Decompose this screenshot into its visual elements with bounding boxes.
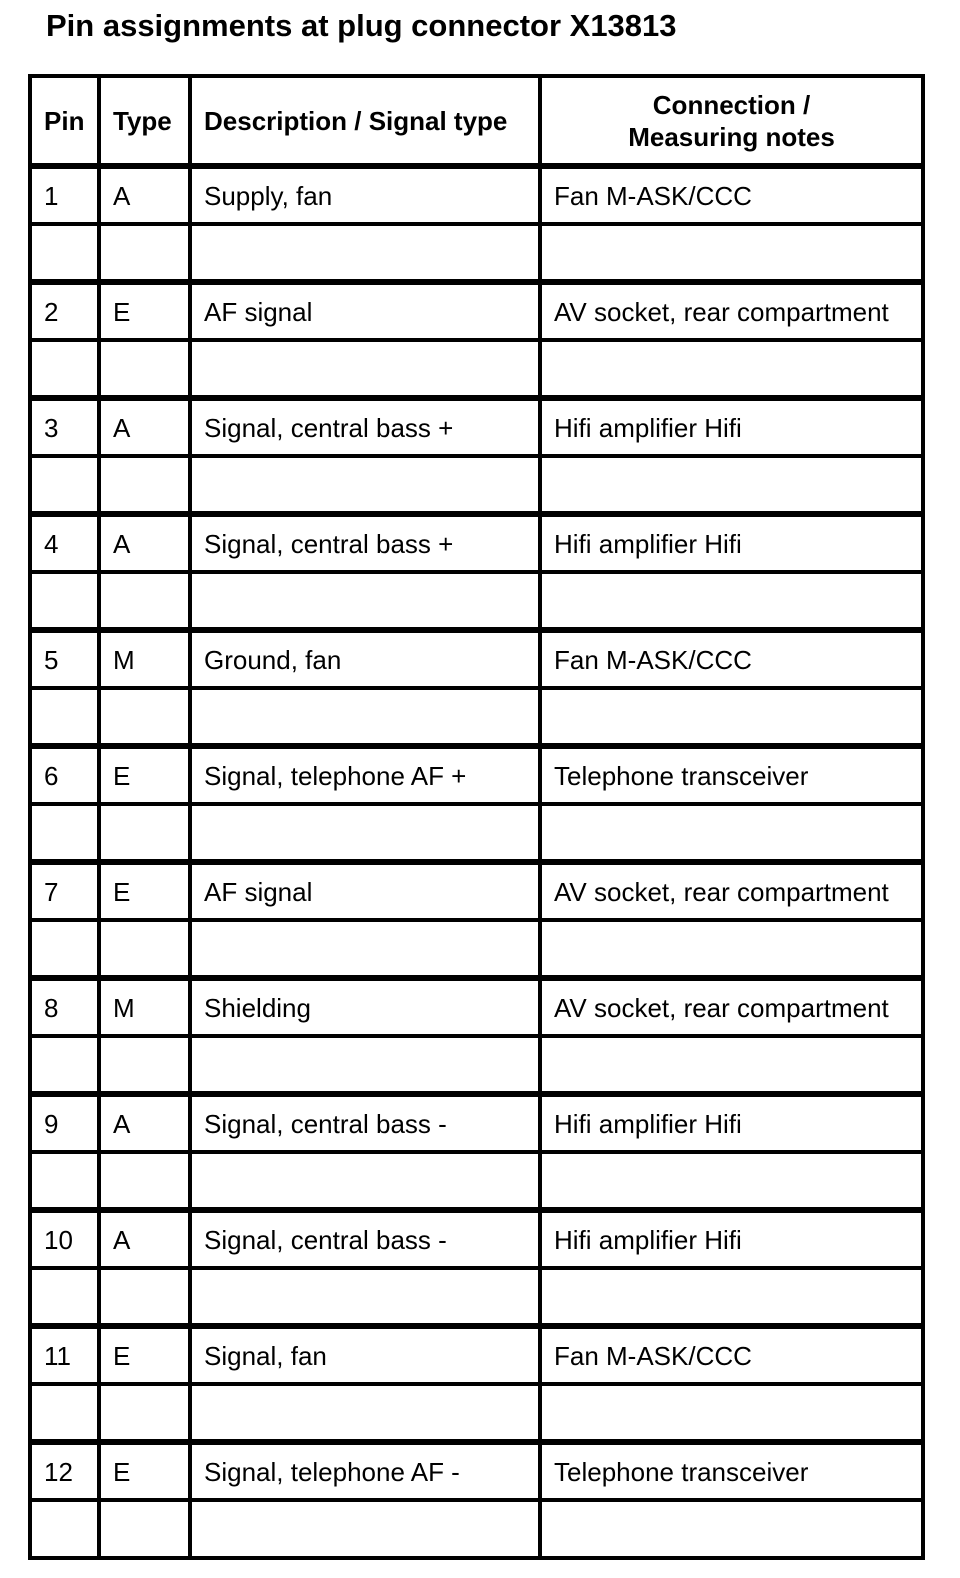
cell-pin: 7 [30, 862, 99, 920]
cell-type: E [99, 1326, 190, 1384]
cell-type: M [99, 630, 190, 688]
column-header-connection [540, 76, 923, 166]
empty-cell [190, 1152, 540, 1210]
cell-connection: Fan M-ASK/CCC [540, 166, 923, 224]
table-body [30, 166, 923, 1558]
table-row [30, 1326, 923, 1384]
page-title: Pin assignments at plug connector X13813 [46, 8, 677, 43]
empty-cell [190, 920, 540, 978]
blank-row [30, 572, 923, 630]
blank-row [30, 224, 923, 282]
cell-connection: Hifi amplifier Hifi [540, 398, 923, 456]
empty-cell [540, 1036, 923, 1094]
cell-pin: 11 [30, 1326, 99, 1384]
cell-description: AF signal [190, 282, 540, 340]
blank-row [30, 1384, 923, 1442]
cell-pin: 10 [30, 1210, 99, 1268]
empty-cell [30, 224, 99, 282]
empty-cell [30, 572, 99, 630]
empty-cell [99, 1268, 190, 1326]
empty-cell [30, 1500, 99, 1558]
empty-cell [190, 804, 540, 862]
empty-cell [540, 1152, 923, 1210]
cell-description: Signal, central bass - [190, 1210, 540, 1268]
cell-pin: 1 [30, 166, 99, 224]
cell-type: A [99, 1210, 190, 1268]
blank-row [30, 1036, 923, 1094]
cell-description: Signal, central bass + [190, 398, 540, 456]
empty-cell [30, 804, 99, 862]
empty-cell [99, 1500, 190, 1558]
blank-row [30, 1268, 923, 1326]
table-row [30, 1442, 923, 1500]
empty-cell [99, 572, 190, 630]
cell-description: Signal, central bass - [190, 1094, 540, 1152]
column-header-connection-line2: Measuring notes [628, 121, 835, 152]
empty-cell [99, 688, 190, 746]
empty-cell [190, 572, 540, 630]
empty-cell [190, 1268, 540, 1326]
cell-description: Signal, fan [190, 1326, 540, 1384]
blank-row [30, 1152, 923, 1210]
empty-cell [30, 456, 99, 514]
empty-cell [99, 920, 190, 978]
empty-cell [190, 224, 540, 282]
cell-pin: 5 [30, 630, 99, 688]
table-row [30, 514, 923, 572]
column-header-type: Type [99, 76, 190, 166]
cell-pin: 6 [30, 746, 99, 804]
empty-cell [540, 1500, 923, 1558]
empty-cell [540, 920, 923, 978]
empty-cell [99, 1152, 190, 1210]
blank-row [30, 1500, 923, 1558]
cell-connection: Hifi amplifier Hifi [540, 514, 923, 572]
empty-cell [99, 340, 190, 398]
cell-connection: Fan M-ASK/CCC [540, 630, 923, 688]
cell-description: AF signal [190, 862, 540, 920]
cell-connection: AV socket, rear compartment [540, 978, 923, 1036]
cell-type: A [99, 1094, 190, 1152]
table-row [30, 166, 923, 224]
pin-assignment-table [28, 74, 925, 1560]
empty-cell [190, 456, 540, 514]
empty-cell [190, 688, 540, 746]
empty-cell [540, 340, 923, 398]
table-row [30, 746, 923, 804]
empty-cell [540, 456, 923, 514]
cell-type: A [99, 166, 190, 224]
table-row [30, 1094, 923, 1152]
cell-description: Signal, telephone AF + [190, 746, 540, 804]
cell-type: E [99, 746, 190, 804]
cell-connection: AV socket, rear compartment [540, 862, 923, 920]
cell-type: E [99, 862, 190, 920]
blank-row [30, 804, 923, 862]
empty-cell [99, 224, 190, 282]
blank-row [30, 456, 923, 514]
empty-cell [30, 1268, 99, 1326]
empty-cell [190, 1500, 540, 1558]
empty-cell [30, 340, 99, 398]
empty-cell [540, 224, 923, 282]
cell-description: Signal, telephone AF - [190, 1442, 540, 1500]
empty-cell [540, 1384, 923, 1442]
cell-pin: 9 [30, 1094, 99, 1152]
empty-cell [30, 1152, 99, 1210]
cell-pin: 8 [30, 978, 99, 1036]
empty-cell [99, 804, 190, 862]
blank-row [30, 920, 923, 978]
cell-type: E [99, 1442, 190, 1500]
empty-cell [540, 572, 923, 630]
cell-description: Supply, fan [190, 166, 540, 224]
empty-cell [30, 920, 99, 978]
table-row [30, 398, 923, 456]
empty-cell [99, 456, 190, 514]
cell-pin: 3 [30, 398, 99, 456]
cell-description: Signal, central bass + [190, 514, 540, 572]
table-row [30, 978, 923, 1036]
cell-type: A [99, 398, 190, 456]
cell-type: E [99, 282, 190, 340]
empty-cell [30, 1384, 99, 1442]
empty-cell [99, 1036, 190, 1094]
table-row [30, 282, 923, 340]
cell-description: Ground, fan [190, 630, 540, 688]
cell-connection: Hifi amplifier Hifi [540, 1210, 923, 1268]
empty-cell [99, 1384, 190, 1442]
empty-cell [540, 688, 923, 746]
cell-pin: 12 [30, 1442, 99, 1500]
column-header-pin: Pin [30, 76, 99, 166]
empty-cell [190, 1036, 540, 1094]
empty-cell [540, 804, 923, 862]
cell-connection: Telephone transceiver [540, 746, 923, 804]
column-header-description: Description / Signal type [190, 76, 540, 166]
column-header-connection-line1: Connection / [652, 89, 811, 120]
empty-cell [190, 1384, 540, 1442]
empty-cell [30, 688, 99, 746]
table-header-row [30, 76, 923, 166]
cell-connection: Fan M-ASK/CCC [540, 1326, 923, 1384]
table-row [30, 630, 923, 688]
blank-row [30, 688, 923, 746]
cell-type: A [99, 514, 190, 572]
cell-type: M [99, 978, 190, 1036]
empty-cell [540, 1268, 923, 1326]
cell-pin: 4 [30, 514, 99, 572]
cell-connection: AV socket, rear compartment [540, 282, 923, 340]
cell-pin: 2 [30, 282, 99, 340]
empty-cell [30, 1036, 99, 1094]
blank-row [30, 340, 923, 398]
table-row [30, 862, 923, 920]
table-row [30, 1210, 923, 1268]
empty-cell [190, 340, 540, 398]
cell-connection: Telephone transceiver [540, 1442, 923, 1500]
cell-connection: Hifi amplifier Hifi [540, 1094, 923, 1152]
cell-description: Shielding [190, 978, 540, 1036]
